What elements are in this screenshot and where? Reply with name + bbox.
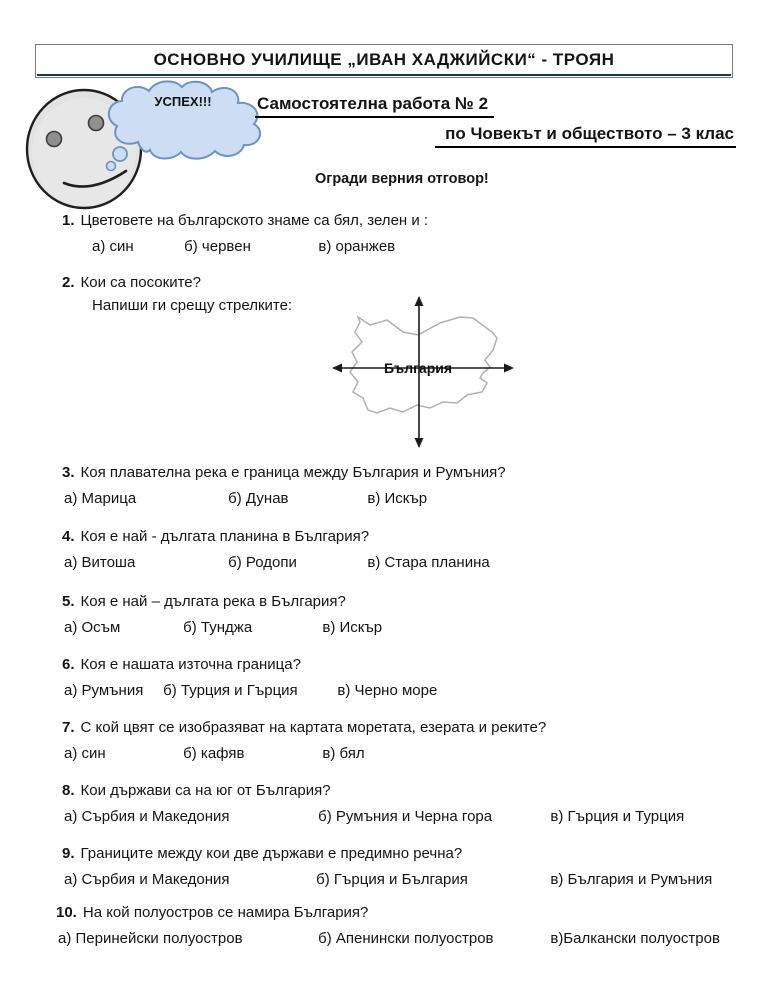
option-b: б) кафяв bbox=[183, 745, 245, 762]
option-v: в) Стара планина bbox=[367, 554, 490, 571]
option-a: а) Марица bbox=[64, 490, 137, 507]
worksheet-subtitle: по Човекът и обществото – 3 клас bbox=[435, 124, 736, 148]
question-10-options bbox=[58, 930, 720, 948]
question-text: Коя плавателна река е граница между България и Румъния? bbox=[80, 464, 506, 481]
question-4-text bbox=[62, 528, 490, 546]
option-a: а) Румъния bbox=[64, 682, 144, 699]
option-b: б) Турция и Гърция bbox=[163, 682, 298, 699]
option-a: а) Витоша bbox=[64, 554, 136, 571]
bulgaria-map-figure bbox=[330, 293, 530, 451]
question-number: 3. bbox=[62, 464, 75, 481]
question-number: 2. bbox=[62, 274, 75, 291]
option-b: б) Румъния и Черна гора bbox=[318, 808, 493, 825]
question-8-options bbox=[64, 808, 684, 826]
worksheet-title: Самостоятелна работа № 2 bbox=[255, 94, 494, 118]
question-number: 8. bbox=[62, 782, 75, 799]
question-8-text bbox=[62, 782, 684, 800]
thought-cloud-shape bbox=[109, 81, 260, 158]
question-10 bbox=[56, 904, 720, 948]
arrow-north-icon bbox=[415, 296, 424, 306]
question-text: Коя е нашата източна граница? bbox=[80, 656, 301, 673]
option-a: а) син bbox=[64, 745, 106, 762]
question-3-options bbox=[64, 490, 506, 508]
question-10-text bbox=[56, 904, 720, 922]
option-v: в) оранжев bbox=[318, 238, 396, 255]
question-2 bbox=[62, 274, 292, 315]
question-text: Коя е най - дългата планина в България? bbox=[80, 528, 370, 545]
question-6-text bbox=[62, 656, 437, 674]
question-7-options bbox=[64, 745, 546, 763]
option-b: б) червен bbox=[184, 238, 251, 255]
option-v: в) Искър bbox=[322, 619, 383, 636]
question-4 bbox=[62, 528, 490, 572]
option-v: в) Искър bbox=[367, 490, 428, 507]
question-7 bbox=[62, 719, 546, 763]
option-v: в)Балкански полуостров bbox=[550, 930, 720, 947]
question-9-options bbox=[64, 871, 712, 889]
question-text: Коя е най – дългата река в България? bbox=[80, 593, 346, 610]
question-text: На кой полуостров се намира България? bbox=[82, 904, 369, 921]
question-5-options bbox=[64, 619, 382, 637]
question-2-subtext: Напиши ги срещу стрелките: bbox=[92, 297, 293, 314]
option-b: б) Апенински полуостров bbox=[318, 930, 494, 947]
question-9-text bbox=[62, 845, 712, 863]
option-v: в) бял bbox=[322, 745, 365, 762]
question-number: 7. bbox=[62, 719, 75, 736]
option-a: а) Сърбия и Македония bbox=[64, 871, 230, 888]
thought-tail-bubble-large bbox=[113, 147, 127, 161]
arrow-west-icon bbox=[332, 364, 342, 373]
map-country-label: България bbox=[383, 360, 453, 376]
question-3-text bbox=[62, 464, 506, 482]
question-5 bbox=[62, 593, 382, 637]
question-text: Кои са посоките? bbox=[80, 274, 201, 291]
option-b: б) Дунав bbox=[228, 490, 289, 507]
question-5-text bbox=[62, 593, 382, 611]
option-v: в) Черно море bbox=[337, 682, 438, 699]
thought-tail-bubble-small bbox=[107, 162, 116, 171]
question-text: С кой цвят се изобразяват на картата моретата, езерата и реките? bbox=[80, 719, 547, 736]
option-b: б) Родопи bbox=[228, 554, 297, 571]
question-1-options bbox=[92, 238, 428, 256]
question-text: Границите между кои две държави е предимно речна? bbox=[80, 845, 463, 862]
option-v: в) България и Румъния bbox=[550, 871, 713, 888]
question-1-text bbox=[62, 212, 428, 230]
question-6-options bbox=[64, 682, 437, 700]
arrow-east-icon bbox=[504, 364, 514, 373]
option-b: б) Тунджа bbox=[183, 619, 253, 636]
smiley-left-eye-icon bbox=[47, 132, 62, 147]
question-number: 9. bbox=[62, 845, 75, 862]
school-name: ОСНОВНО УЧИЛИЩЕ „ИВАН ХАДЖИЙСКИ“ - ТРОЯН bbox=[37, 45, 731, 76]
option-a: а) Осъм bbox=[64, 619, 121, 636]
instruction-text: Огради верния отговор! bbox=[315, 171, 489, 187]
question-number: 4. bbox=[62, 528, 75, 545]
question-2-text bbox=[62, 274, 292, 292]
question-text: Кои държави са на юг от България? bbox=[80, 782, 331, 799]
question-number: 10. bbox=[56, 904, 77, 921]
bubble-text: УСПЕХ!!! bbox=[154, 94, 212, 109]
option-a: а) син bbox=[92, 238, 134, 255]
option-a: а) Перинейски полуостров bbox=[58, 930, 243, 947]
question-1 bbox=[62, 212, 428, 256]
arrow-south-icon bbox=[415, 438, 424, 448]
question-9 bbox=[62, 845, 712, 889]
question-number: 6. bbox=[62, 656, 75, 673]
question-number: 5. bbox=[62, 593, 75, 610]
question-text: Цветовете на българското знаме са бял, зелен и : bbox=[80, 212, 429, 229]
question-8 bbox=[62, 782, 684, 826]
option-v: в) Гърция и Турция bbox=[550, 808, 685, 825]
school-header-box bbox=[35, 44, 733, 78]
option-a: а) Сърбия и Македония bbox=[64, 808, 230, 825]
question-3 bbox=[62, 464, 506, 508]
question-number: 1. bbox=[62, 212, 75, 229]
option-b: б) Гърция и България bbox=[316, 871, 468, 888]
question-6 bbox=[62, 656, 437, 700]
question-4-options bbox=[64, 554, 490, 572]
question-7-text bbox=[62, 719, 546, 737]
